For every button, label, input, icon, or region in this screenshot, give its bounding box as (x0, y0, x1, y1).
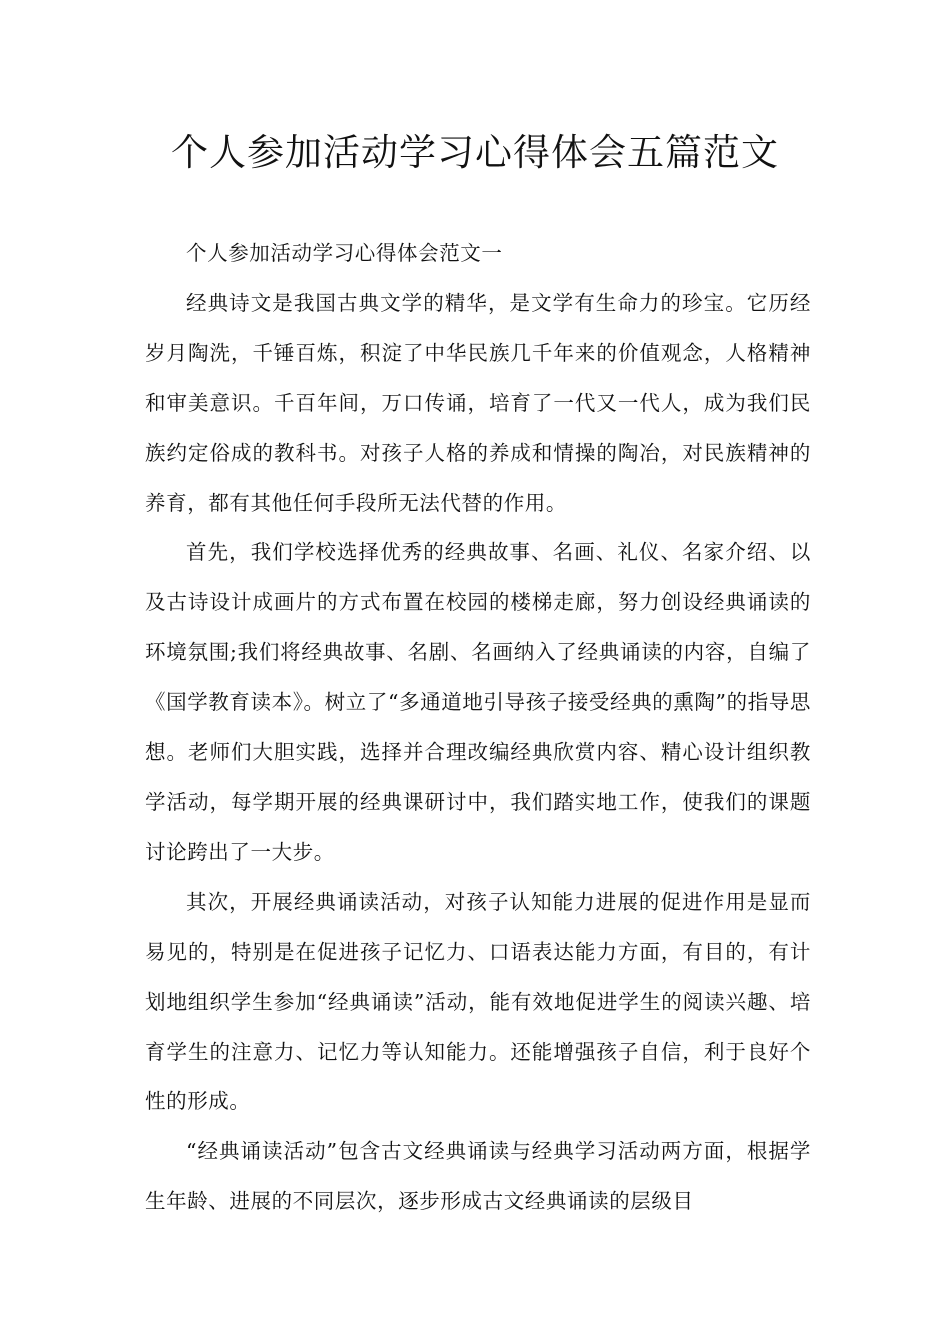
paragraph-4: “经典诵读活动”包含古文经典诵读与经典学习活动两方面，根据学生年龄、进展的不同层次，逐步形成古文经典诵读的层级目 (145, 1139, 811, 1214)
section-heading: 个人参加活动学习心得体会范文一 (186, 241, 503, 265)
paragraph-1: 经典诗文是我国古典文学的精华，是文学有生命力的珍宝。它历经岁月陶洗，千锤百炼，积淀了中华民族几千年来的价值观念，人格精神和审美意识。千百年间，万口传诵，培育了一代又一代人，成为我们民族约定俗成的教科书。对孩子人格的养成和情操的陶冶，对民族精神的养育，都有其他任何手段所无法代替的作用。 (145, 290, 811, 515)
paragraph-3: 其次，开展经典诵读活动，对孩子认知能力进展的促进作用是显而易见的，特别是在促进孩子记忆力、口语表达能力方面，有目的，有计划地组织学生参加“经典诵读”活动，能有效地促进学生的阅读兴趣、培育学生的注意力、记忆力等认知能力。还能增强孩子自信，利于良好个性的形成。 (145, 889, 811, 1114)
paragraph-2: 首先，我们学校选择优秀的经典故事、名画、礼仪、名家介绍、以及古诗设计成画片的方式布置在校园的楼梯走廊，努力创设经典诵读的环境氛围;我们将经典故事、名剧、名画纳入了经典诵读的内容，自编了《国学教育读本》。树立了“多通道地引导孩子接受经典的熏陶”的指导思想。老师们大胆实践，选择并合理改编经典欣赏内容、精心设计组织教学活动，每学期开展的经典课研讨中，我们踏实地工作，使我们的课题讨论跨出了一大步。 (145, 540, 812, 864)
document-title: 个人参加活动学习心得体会五篇范文 (171, 131, 779, 174)
document-body (145, 229, 811, 1227)
